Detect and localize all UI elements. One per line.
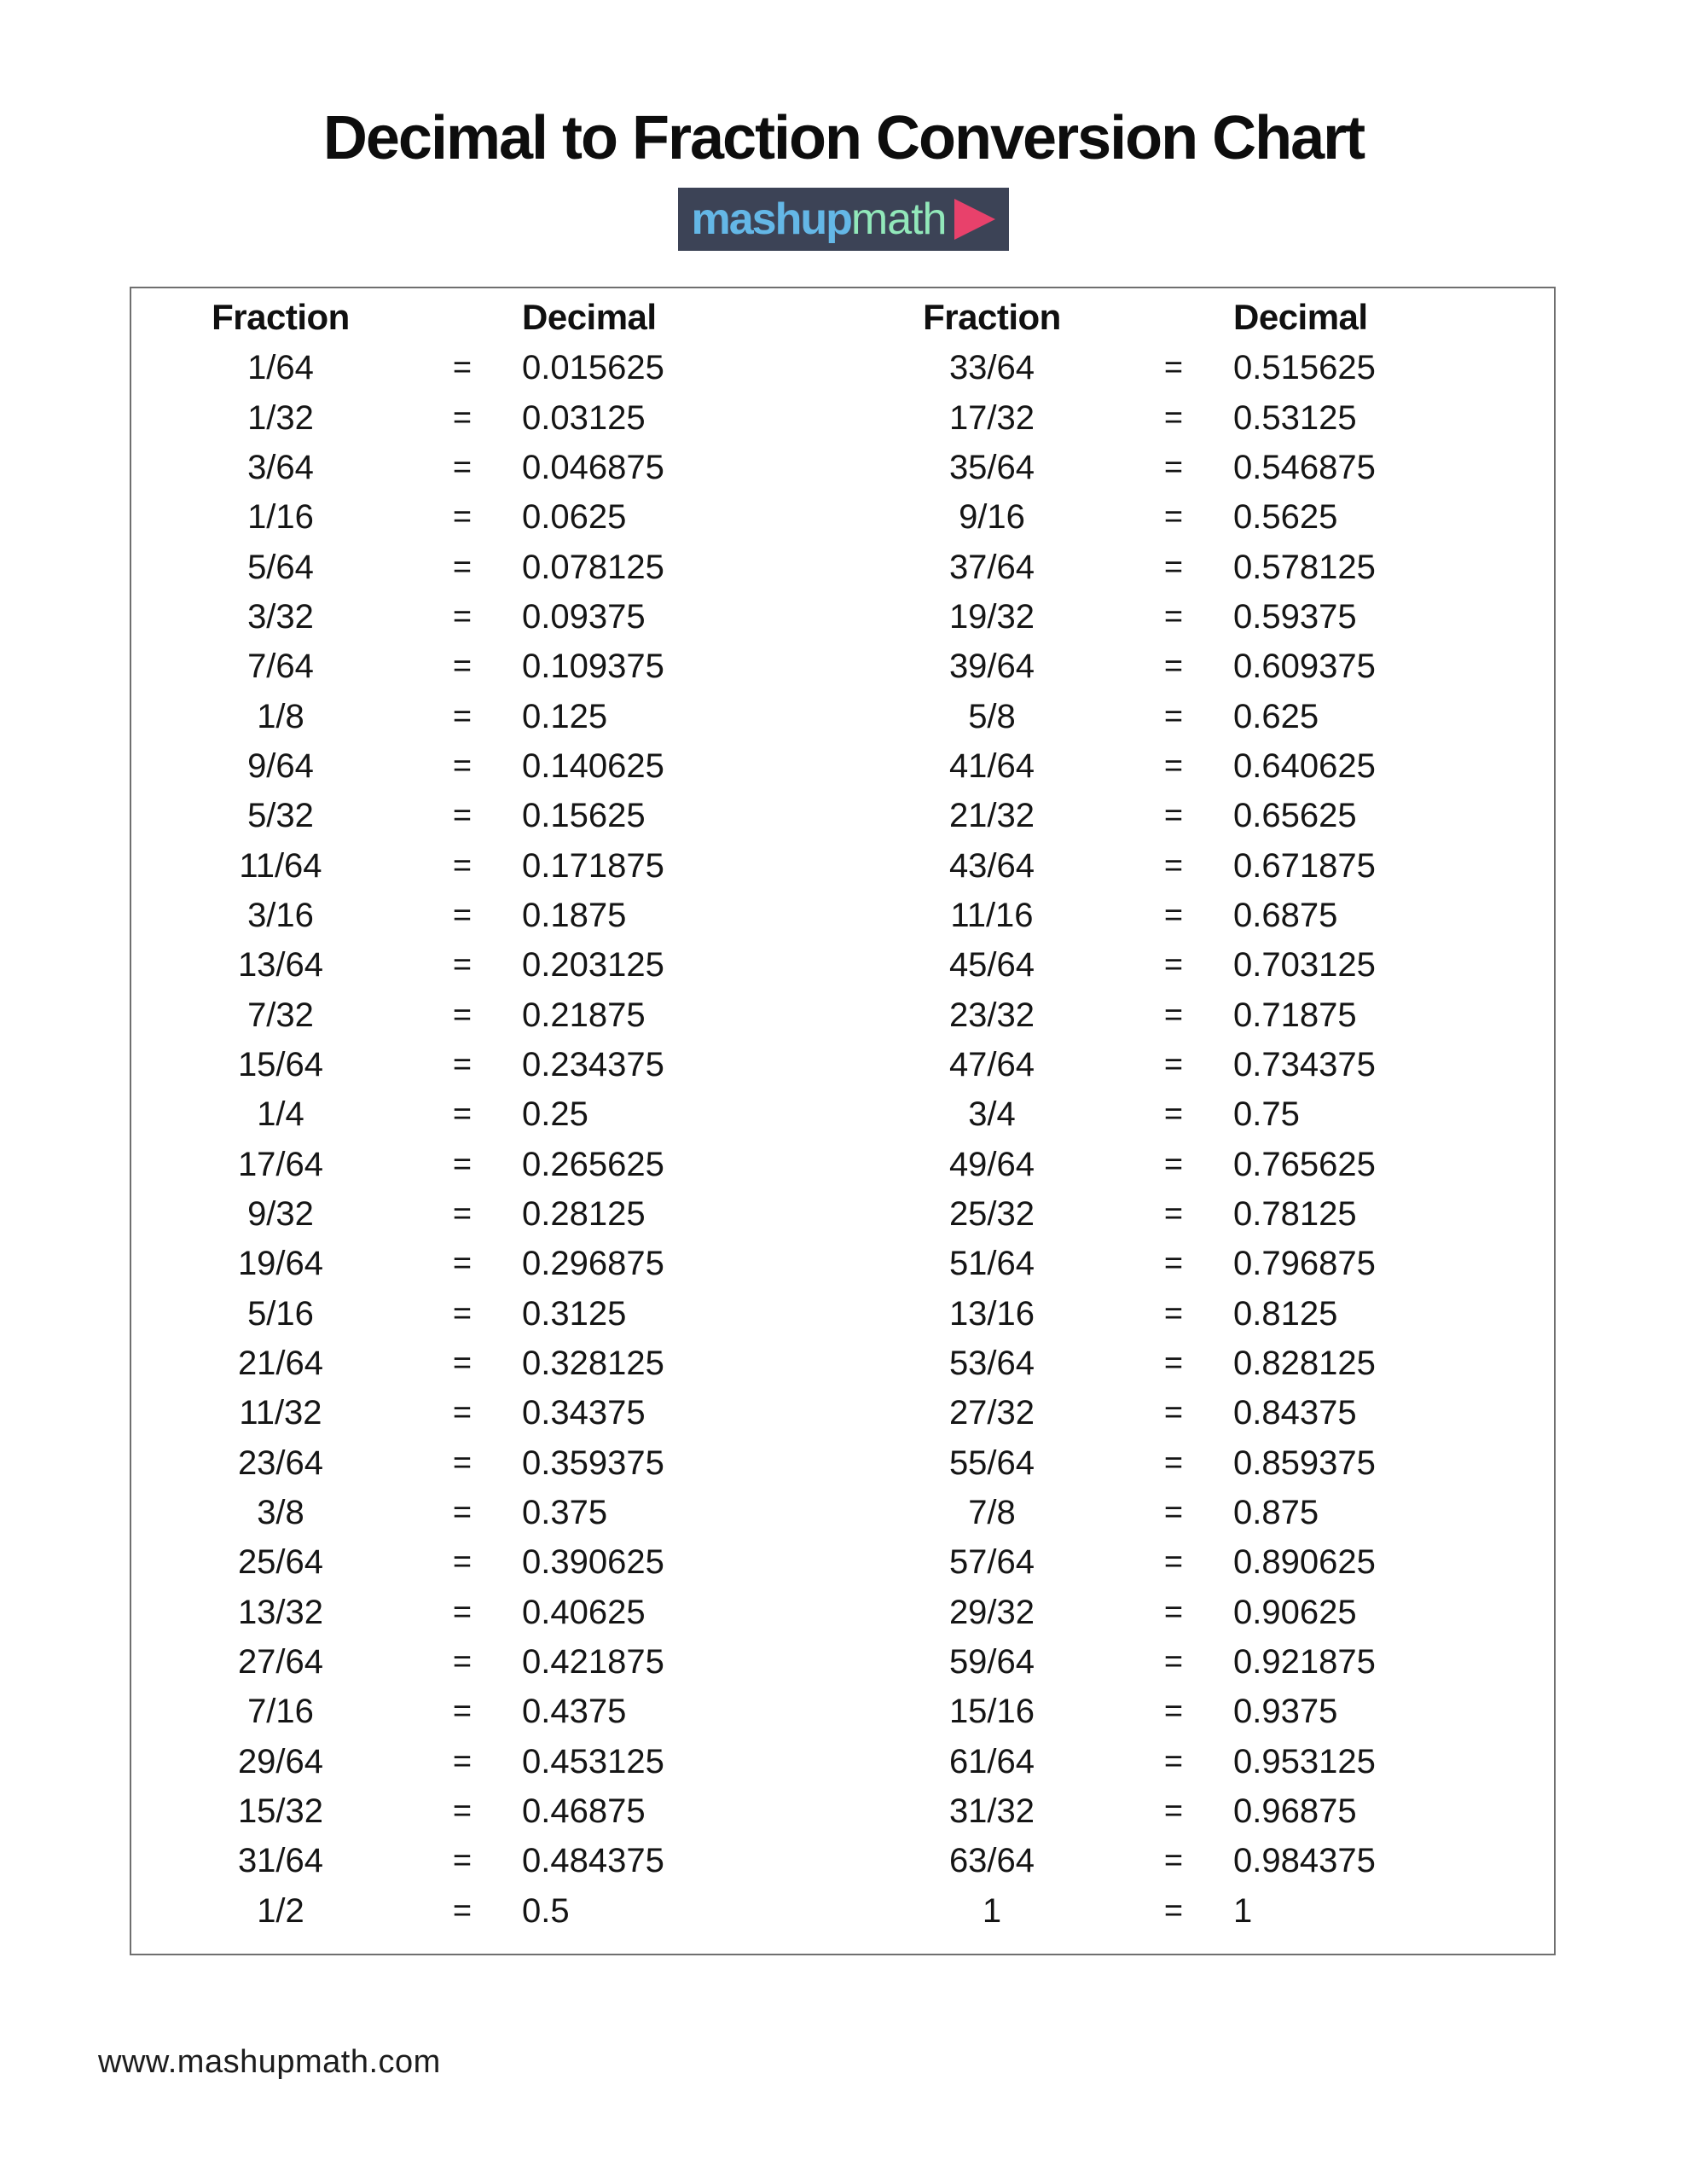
decimal-value: 0.046875 <box>522 448 664 486</box>
fraction-value: 49/64 <box>948 1145 1035 1183</box>
logo-word-math: math <box>850 195 947 244</box>
table-row <box>131 1588 843 1637</box>
table-row <box>843 1239 1554 1288</box>
table-row <box>131 1339 843 1388</box>
table-row <box>843 1488 1554 1537</box>
decimal-value: 0.703125 <box>1233 946 1376 985</box>
fraction-value: 19/64 <box>237 1245 324 1283</box>
equals-sign: = <box>1163 847 1184 884</box>
table-row <box>843 1737 1554 1786</box>
fraction-value: 21/32 <box>948 797 1035 835</box>
decimal-value: 0.921875 <box>1233 1643 1376 1682</box>
equals-sign: = <box>1163 648 1184 685</box>
decimal-value: 0.40625 <box>522 1593 646 1631</box>
equals-sign: = <box>452 747 472 784</box>
decimal-value: 0.28125 <box>522 1195 646 1234</box>
equals-sign: = <box>1163 1594 1184 1630</box>
fraction-value: 13/64 <box>237 946 324 985</box>
decimal-value: 0.296875 <box>522 1245 664 1283</box>
equals-sign: = <box>452 996 472 1033</box>
equals-sign: = <box>452 1046 472 1083</box>
fraction-column-header: Fraction <box>923 297 1061 337</box>
fraction-value: 7/16 <box>247 1693 314 1731</box>
play-triangle-icon <box>954 199 995 240</box>
fraction-value: 15/16 <box>948 1693 1035 1731</box>
decimal-value: 0.140625 <box>522 746 664 785</box>
fraction-value: 5/16 <box>247 1294 314 1333</box>
table-row <box>843 1836 1554 1885</box>
fraction-value: 23/64 <box>237 1443 324 1482</box>
fraction-value: 5/8 <box>968 697 1016 735</box>
decimal-value: 0.5 <box>522 1891 570 1930</box>
decimal-value: 0.1875 <box>522 896 627 934</box>
fraction-value: 1/32 <box>247 398 314 437</box>
table-row <box>843 592 1554 642</box>
decimal-value: 0.9375 <box>1233 1693 1338 1731</box>
table-row <box>131 1189 843 1239</box>
equals-sign: = <box>452 1345 472 1382</box>
equals-sign: = <box>452 449 472 485</box>
fraction-value: 15/64 <box>237 1045 324 1083</box>
conversion-table <box>130 287 1556 1955</box>
equals-sign: = <box>1163 996 1184 1033</box>
equals-sign: = <box>452 499 472 536</box>
decimal-value: 0.0625 <box>522 498 627 537</box>
equals-sign: = <box>1163 598 1184 635</box>
decimal-value: 0.671875 <box>1233 846 1376 885</box>
decimal-value: 0.609375 <box>1233 648 1376 686</box>
table-row <box>843 343 1554 392</box>
fraction-value: 37/64 <box>948 548 1035 586</box>
fraction-value: 1/64 <box>247 349 314 387</box>
table-row <box>843 1438 1554 1488</box>
footer-url: www.mashupmath.com <box>98 2044 441 2080</box>
table-row <box>131 392 843 442</box>
table-row <box>843 891 1554 940</box>
fraction-value: 15/32 <box>237 1792 324 1831</box>
decimal-value: 0.625 <box>1233 697 1319 735</box>
equals-sign: = <box>1163 1693 1184 1730</box>
table-row <box>843 741 1554 791</box>
table-row <box>843 1637 1554 1687</box>
table-row <box>843 791 1554 840</box>
fraction-value: 23/32 <box>948 996 1035 1034</box>
table-row <box>131 1040 843 1089</box>
decimal-value: 0.984375 <box>1233 1842 1376 1880</box>
decimal-value: 0.109375 <box>522 648 664 686</box>
decimal-value: 0.59375 <box>1233 597 1357 636</box>
fraction-value: 59/64 <box>948 1643 1035 1682</box>
decimal-value: 1 <box>1233 1891 1253 1930</box>
decimal-value: 0.125 <box>522 697 608 735</box>
table-row <box>843 1289 1554 1339</box>
table-row <box>843 492 1554 542</box>
decimal-value: 0.265625 <box>522 1145 664 1183</box>
mashupmath-logo <box>678 188 1009 251</box>
equals-sign: = <box>452 1246 472 1282</box>
fraction-value: 7/32 <box>247 996 314 1034</box>
equals-sign: = <box>452 1892 472 1929</box>
fraction-value: 29/64 <box>237 1742 324 1780</box>
fraction-value: 11/32 <box>239 1394 322 1432</box>
equals-sign: = <box>452 1594 472 1630</box>
decimal-value: 0.484375 <box>522 1842 664 1880</box>
table-row <box>131 741 843 791</box>
fraction-value: 63/64 <box>948 1842 1035 1880</box>
table-header-row <box>131 292 843 343</box>
table-row <box>131 840 843 890</box>
equals-sign: = <box>452 1395 472 1432</box>
equals-sign: = <box>452 1196 472 1233</box>
table-rows-right <box>843 343 1554 1936</box>
fraction-value: 13/32 <box>237 1593 324 1631</box>
equals-sign: = <box>452 549 472 585</box>
fraction-value: 55/64 <box>948 1443 1035 1482</box>
equals-sign: = <box>452 399 472 436</box>
fraction-value: 27/32 <box>948 1394 1035 1432</box>
equals-sign: = <box>1163 947 1184 984</box>
table-row <box>131 592 843 642</box>
equals-sign: = <box>1163 1395 1184 1432</box>
decimal-value: 0.765625 <box>1233 1145 1376 1183</box>
table-row <box>131 1140 843 1189</box>
table-row <box>843 990 1554 1039</box>
decimal-value: 0.71875 <box>1233 996 1357 1034</box>
fraction-value: 17/64 <box>237 1145 324 1183</box>
fraction-value: 7/8 <box>968 1494 1016 1532</box>
equals-sign: = <box>1163 897 1184 933</box>
equals-sign: = <box>1163 499 1184 536</box>
table-row <box>843 1388 1554 1438</box>
table-row <box>131 691 843 741</box>
equals-sign: = <box>1163 350 1184 386</box>
table-row <box>843 840 1554 890</box>
fraction-value: 1/8 <box>257 697 304 735</box>
decimal-value: 0.375 <box>522 1494 608 1532</box>
fraction-value: 53/64 <box>948 1345 1035 1383</box>
fraction-value: 31/32 <box>948 1792 1035 1831</box>
fraction-value: 17/32 <box>948 398 1035 437</box>
decimal-value: 0.15625 <box>522 797 646 835</box>
fraction-value: 43/64 <box>948 846 1035 885</box>
table-row <box>843 1189 1554 1239</box>
equals-sign: = <box>452 1644 472 1681</box>
fraction-value: 1/4 <box>257 1095 304 1134</box>
decimal-value: 0.84375 <box>1233 1394 1357 1432</box>
equals-sign: = <box>452 798 472 834</box>
equals-sign: = <box>1163 1345 1184 1382</box>
page-title: Decimal to Fraction Conversion Chart <box>322 104 1365 172</box>
equals-sign: = <box>1163 1246 1184 1282</box>
fraction-value: 13/16 <box>948 1294 1035 1333</box>
fraction-value: 3/16 <box>247 896 314 934</box>
equals-sign: = <box>452 1693 472 1730</box>
table-row <box>131 642 843 691</box>
table-row <box>843 1786 1554 1836</box>
fraction-value: 9/32 <box>247 1195 314 1234</box>
fraction-value: 7/64 <box>247 648 314 686</box>
equals-sign: = <box>452 350 472 386</box>
fraction-value: 3/32 <box>247 597 314 636</box>
table-row <box>131 990 843 1039</box>
equals-sign: = <box>452 1295 472 1332</box>
table-row <box>131 1737 843 1786</box>
decimal-value: 0.734375 <box>1233 1045 1376 1083</box>
table-row <box>131 891 843 940</box>
decimal-value: 0.90625 <box>1233 1593 1357 1631</box>
table-row <box>843 1886 1554 1936</box>
table-row <box>843 1588 1554 1637</box>
table-row <box>843 542 1554 591</box>
decimal-value: 0.078125 <box>522 548 664 586</box>
table-rows-left <box>131 343 843 1936</box>
equals-sign: = <box>1163 1544 1184 1581</box>
decimal-value: 0.34375 <box>522 1394 646 1432</box>
decimal-value: 0.96875 <box>1233 1792 1357 1831</box>
decimal-value: 0.015625 <box>522 349 664 387</box>
table-row <box>131 1388 843 1438</box>
decimal-value: 0.640625 <box>1233 746 1376 785</box>
fraction-value: 11/64 <box>239 846 322 885</box>
table-row <box>131 1289 843 1339</box>
decimal-value: 0.53125 <box>1233 398 1357 437</box>
table-row <box>131 1886 843 1936</box>
decimal-value: 0.65625 <box>1233 797 1357 835</box>
decimal-value: 0.546875 <box>1233 448 1376 486</box>
decimal-value: 0.390625 <box>522 1543 664 1582</box>
decimal-value: 0.09375 <box>522 597 646 636</box>
fraction-value: 19/32 <box>948 597 1035 636</box>
table-row <box>131 940 843 990</box>
fraction-value: 33/64 <box>948 349 1035 387</box>
equals-sign: = <box>452 847 472 884</box>
table-header-row <box>843 292 1554 343</box>
logo-word-mashup: mashup <box>691 195 851 244</box>
table-row <box>843 1687 1554 1736</box>
table-row <box>843 642 1554 691</box>
fraction-value: 61/64 <box>948 1742 1035 1780</box>
decimal-value: 0.203125 <box>522 946 664 985</box>
fraction-value: 11/16 <box>950 896 1034 934</box>
equals-sign: = <box>1163 1495 1184 1531</box>
equals-sign: = <box>1163 747 1184 784</box>
table-row <box>131 542 843 591</box>
table-row <box>843 1339 1554 1388</box>
table-row <box>131 791 843 840</box>
equals-sign: = <box>452 1843 472 1879</box>
fraction-value: 3/8 <box>257 1494 304 1532</box>
fraction-value: 29/32 <box>948 1593 1035 1631</box>
decimal-value: 0.953125 <box>1233 1742 1376 1780</box>
equals-sign: = <box>452 1544 472 1581</box>
decimal-value: 0.796875 <box>1233 1245 1376 1283</box>
equals-sign: = <box>452 947 472 984</box>
equals-sign: = <box>1163 399 1184 436</box>
table-row <box>131 443 843 492</box>
equals-sign: = <box>1163 1146 1184 1182</box>
table-row <box>131 1089 843 1139</box>
equals-sign: = <box>1163 1843 1184 1879</box>
equals-sign: = <box>1163 1046 1184 1083</box>
equals-sign: = <box>452 1793 472 1830</box>
decimal-value: 0.421875 <box>522 1643 664 1682</box>
fraction-value: 31/64 <box>237 1842 324 1880</box>
fraction-value: 9/64 <box>247 746 314 785</box>
equals-sign: = <box>452 1096 472 1133</box>
equals-sign: = <box>1163 1295 1184 1332</box>
equals-sign: = <box>1163 1743 1184 1780</box>
equals-sign: = <box>1163 549 1184 585</box>
fraction-value: 5/32 <box>247 797 314 835</box>
decimal-value: 0.359375 <box>522 1443 664 1482</box>
decimal-value: 0.78125 <box>1233 1195 1357 1234</box>
table-row <box>131 1438 843 1488</box>
fraction-value: 27/64 <box>237 1643 324 1682</box>
table-row <box>131 492 843 542</box>
decimal-value: 0.890625 <box>1233 1543 1376 1582</box>
decimal-value: 0.5625 <box>1233 498 1338 537</box>
fraction-value: 25/64 <box>237 1543 324 1582</box>
fraction-column-header: Fraction <box>212 297 350 337</box>
table-row <box>843 1537 1554 1587</box>
decimal-value: 0.3125 <box>522 1294 627 1333</box>
decimal-value: 0.828125 <box>1233 1345 1376 1383</box>
table-row <box>131 1537 843 1587</box>
fraction-value: 1/2 <box>257 1891 304 1930</box>
table-row <box>131 343 843 392</box>
decimal-value: 0.21875 <box>522 996 646 1034</box>
table-column-right <box>843 292 1554 1954</box>
decimal-value: 0.03125 <box>522 398 646 437</box>
table-row <box>131 1637 843 1687</box>
table-row <box>131 1239 843 1288</box>
decimal-value: 0.8125 <box>1233 1294 1338 1333</box>
fraction-value: 45/64 <box>948 946 1035 985</box>
fraction-value: 3/64 <box>247 448 314 486</box>
equals-sign: = <box>1163 798 1184 834</box>
table-row <box>131 1687 843 1736</box>
fraction-value: 57/64 <box>948 1543 1035 1582</box>
decimal-value: 0.328125 <box>522 1345 664 1383</box>
fraction-value: 21/64 <box>237 1345 324 1383</box>
decimal-value: 0.234375 <box>522 1045 664 1083</box>
table-row <box>131 1488 843 1537</box>
table-row <box>131 1786 843 1836</box>
decimal-value: 0.515625 <box>1233 349 1376 387</box>
decimal-value: 0.171875 <box>522 846 664 885</box>
fraction-value: 5/64 <box>247 548 314 586</box>
equals-sign: = <box>452 598 472 635</box>
equals-sign: = <box>1163 1196 1184 1233</box>
decimal-column-header: Decimal <box>1233 297 1368 337</box>
equals-sign: = <box>452 648 472 685</box>
fraction-value: 25/32 <box>948 1195 1035 1234</box>
decimal-value: 0.46875 <box>522 1792 646 1831</box>
equals-sign: = <box>1163 1444 1184 1481</box>
fraction-value: 47/64 <box>948 1045 1035 1083</box>
table-row <box>843 392 1554 442</box>
fraction-value: 9/16 <box>959 498 1025 537</box>
equals-sign: = <box>452 1743 472 1780</box>
decimal-value: 0.578125 <box>1233 548 1376 586</box>
fraction-value: 3/4 <box>968 1095 1016 1134</box>
table-row <box>843 1040 1554 1089</box>
decimal-value: 0.453125 <box>522 1742 664 1780</box>
table-row <box>843 940 1554 990</box>
table-row <box>843 691 1554 741</box>
equals-sign: = <box>1163 1644 1184 1681</box>
table-row <box>843 1140 1554 1189</box>
equals-sign: = <box>1163 1892 1184 1929</box>
decimal-value: 0.6875 <box>1233 896 1338 934</box>
equals-sign: = <box>452 1444 472 1481</box>
table-column-left <box>131 292 843 1954</box>
fraction-value: 35/64 <box>948 448 1035 486</box>
decimal-column-header: Decimal <box>522 297 657 337</box>
equals-sign: = <box>452 698 472 735</box>
fraction-value: 39/64 <box>948 648 1035 686</box>
equals-sign: = <box>1163 1793 1184 1830</box>
fraction-value: 51/64 <box>948 1245 1035 1283</box>
fraction-value: 41/64 <box>948 746 1035 785</box>
equals-sign: = <box>452 897 472 933</box>
equals-sign: = <box>452 1495 472 1531</box>
decimal-value: 0.75 <box>1233 1095 1300 1134</box>
equals-sign: = <box>1163 698 1184 735</box>
table-row <box>131 1836 843 1885</box>
equals-sign: = <box>1163 1096 1184 1133</box>
decimal-value: 0.25 <box>522 1095 588 1134</box>
equals-sign: = <box>452 1146 472 1182</box>
fraction-value: 1 <box>982 1891 1002 1930</box>
decimal-value: 0.875 <box>1233 1494 1319 1532</box>
table-row <box>843 443 1554 492</box>
equals-sign: = <box>1163 449 1184 485</box>
fraction-value: 1/16 <box>247 498 314 537</box>
decimal-value: 0.859375 <box>1233 1443 1376 1482</box>
table-row <box>843 1089 1554 1139</box>
decimal-value: 0.4375 <box>522 1693 627 1731</box>
